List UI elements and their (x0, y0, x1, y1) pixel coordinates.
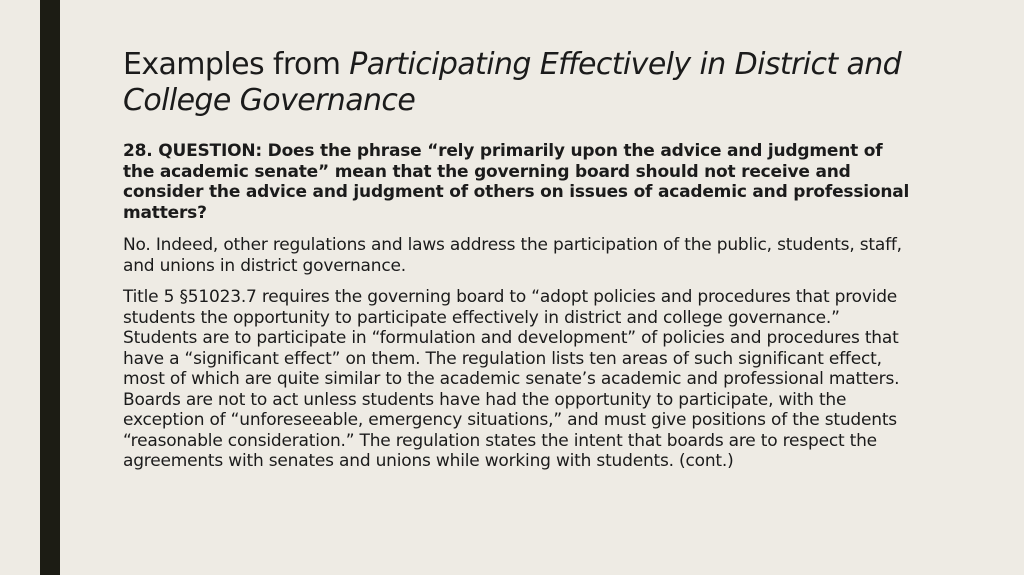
title-prefix: Examples from (123, 47, 350, 82)
title-italic: Participating Effectively in District and College Governance (123, 47, 902, 118)
question-text: 28. QUESTION: Does the phrase “rely primarily upon the advice and judgment of the academic senate” mean that the governing board should not receive and consider the advice and judgment of others on issues of academic and professional matters? (123, 141, 910, 223)
answer-paragraph-1: No. Indeed, other regulations and laws address the participation of the public, students, staff, and unions in district governance. (123, 235, 902, 276)
answer-paragraph-2: Title 5 §51023.7 requires the governing board to “adopt policies and procedures that provide students the opportunity to participate effectively in district and college governance.” Students are to participate in “formulation and development” of policies and procedures that have a “significant effect” on them. The regulation lists ten areas of such significant effect, most of which are quite similar to the academic senate’s academic and professional matters. Boards are not to act unless students have had the opportunity to participate, with the exception of “unforeseeable, emergency situations,” and must give positions of the students “reasonable consideration.” The regulation states the intent that boards are to respect the agreements with senates and unions while working with students. (cont.) (123, 287, 900, 471)
slide-content (123, 47, 913, 483)
left-accent-bar (40, 0, 60, 575)
slide-title (123, 47, 913, 119)
